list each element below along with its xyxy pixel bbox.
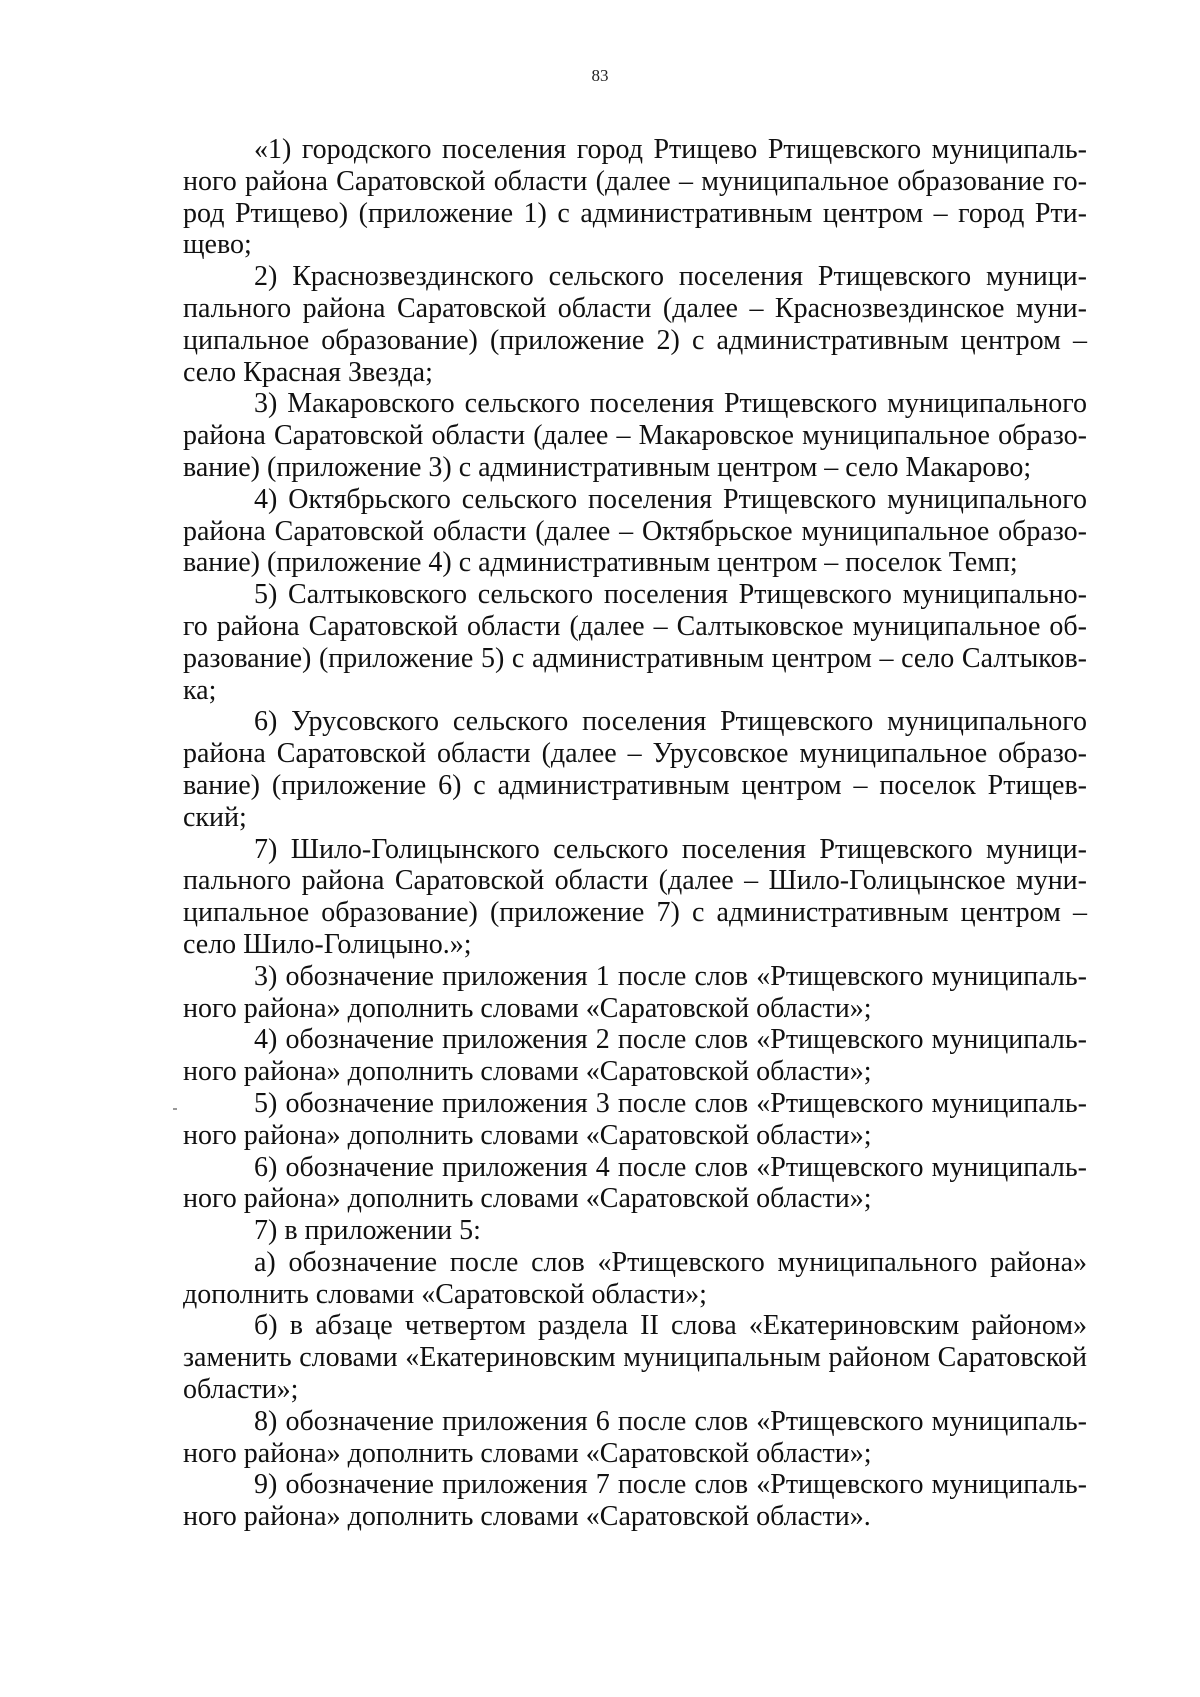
paragraph-line: ципальное образование) (приложение 7) с административным центром – [183, 897, 1087, 929]
paragraph [183, 1469, 1087, 1533]
paragraph [183, 1215, 1087, 1247]
paragraph-line: заменить словами «Екатериновским муниципальным районом Саратовской [183, 1342, 1087, 1374]
paragraph [183, 1152, 1087, 1216]
paragraph-line: б) в абзаце четвертом раздела II слова «Екатериновским районом» [254, 1310, 1087, 1342]
paragraph-line: 2) Краснозвездинского сельского поселения Ртищевского муници- [254, 261, 1087, 293]
paragraph-line: ного района» дополнить словами «Саратовской области»; [183, 1056, 872, 1088]
page-number: 83 [591, 66, 609, 85]
paragraph-line: дополнить словами «Саратовской области»; [183, 1278, 707, 1310]
paragraph-line: «1) городского поселения город Ртищево Ртищевского муниципаль- [254, 134, 1087, 165]
paragraph [183, 484, 1087, 579]
paragraph-line: области»; [183, 1374, 299, 1406]
paragraph-line: 5) обозначение приложения 3 после слов «Ртищевского муниципаль- [254, 1087, 1087, 1119]
paragraph-line: 6) обозначение приложения 4 после слов «Ртищевского муниципаль- [254, 1151, 1087, 1183]
paragraph-line: 7) Шило-Голицынского сельского поселения Ртищевского муници- [254, 833, 1087, 865]
paragraph [183, 1406, 1087, 1470]
paragraph [183, 961, 1087, 1025]
paragraph [183, 834, 1087, 961]
paragraph-line: ного района» дополнить словами «Саратовской области»; [183, 1183, 872, 1215]
paragraph-line: го района Саратовской области (далее – Салтыковское муниципальное об- [183, 610, 1087, 642]
paragraph-line: ский; [183, 801, 247, 833]
paragraph-line: вание) (приложение 6) с административным центром – поселок Ртищев- [183, 769, 1087, 801]
paragraph [183, 579, 1087, 706]
paragraph-line: село Красная Звезда; [183, 356, 433, 388]
paragraph-line: 5) Салтыковского сельского поселения Ртищевского муниципально- [254, 579, 1087, 611]
paragraph-line: ного района» дополнить словами «Саратовской области»; [183, 1437, 872, 1469]
paragraph-line: района Саратовской области (далее – Урусовское муниципальное образо- [183, 738, 1087, 770]
paragraph-line: ного района» дополнить словами «Саратовской области»; [183, 1119, 872, 1151]
paragraph-line: разование) (приложение 5) с административным центром – село Салтыков- [183, 642, 1087, 674]
paragraph [183, 261, 1087, 388]
paragraph-line: района Саратовской области (далее – Макаровское муниципальное образо- [183, 420, 1087, 452]
paragraph-line: ка; [183, 674, 217, 706]
paragraph [183, 1088, 1087, 1152]
paragraph [183, 1310, 1087, 1405]
paragraph-line: ного района» дополнить словами «Саратовской области»; [183, 992, 872, 1024]
paragraph-line: ного района» дополнить словами «Саратовской области». [183, 1501, 871, 1533]
paragraph-line: ного района Саратовской области (далее – муниципальное образование го- [183, 165, 1087, 197]
paragraph-line: 6) Урусовского сельского поселения Ртищевского муниципального [254, 706, 1087, 738]
paragraph-line: 4) обозначение приложения 2 после слов «Ртищевского муниципаль- [254, 1024, 1087, 1056]
paragraph-line: вание) (приложение 4) с административным центром – поселок Темп; [183, 547, 1018, 579]
paragraph-line: 4) Октябрьского сельского поселения Ртищевского муниципального [254, 483, 1087, 515]
paragraph-line: района Саратовской области (далее – Октябрьское муниципальное образо- [183, 515, 1087, 547]
paragraph [183, 1247, 1087, 1311]
paragraph [183, 706, 1087, 833]
paragraph [183, 388, 1087, 483]
paragraph-line: пального района Саратовской области (далее – Краснозвездинское муни- [183, 292, 1087, 324]
paragraph-line: село Шило-Голицыно.»; [183, 928, 472, 960]
scan-speck [173, 1108, 177, 1110]
paragraph [183, 134, 1087, 261]
paragraph-line: вание) (приложение 3) с административным центром – село Макарово; [183, 451, 1032, 483]
paragraph-line: а) обозначение после слов «Ртищевского муниципального района» [254, 1246, 1087, 1278]
paragraph-line: 7) в приложении 5: [254, 1215, 481, 1247]
paragraph-line: 3) Макаровского сельского поселения Ртищевского муниципального [254, 388, 1087, 420]
paragraph-line: щево; [183, 229, 252, 261]
paragraph-line: 3) обозначение приложения 1 после слов «Ртищевского муниципаль- [254, 960, 1087, 992]
paragraph-line: 9) обозначение приложения 7 после слов «Ртищевского муниципаль- [254, 1469, 1087, 1501]
paragraph-line: пального района Саратовской области (далее – Шило-Голицынское муни- [183, 865, 1087, 897]
paragraph-line: 8) обозначение приложения 6 после слов «Ртищевского муниципаль- [254, 1405, 1087, 1437]
document-body [183, 134, 1087, 1533]
paragraph [183, 1024, 1087, 1088]
paragraph-line: род Ртищево) (приложение 1) с административным центром – город Рти- [183, 197, 1087, 229]
paragraph-line: ципальное образование) (приложение 2) с административным центром – [183, 324, 1087, 356]
